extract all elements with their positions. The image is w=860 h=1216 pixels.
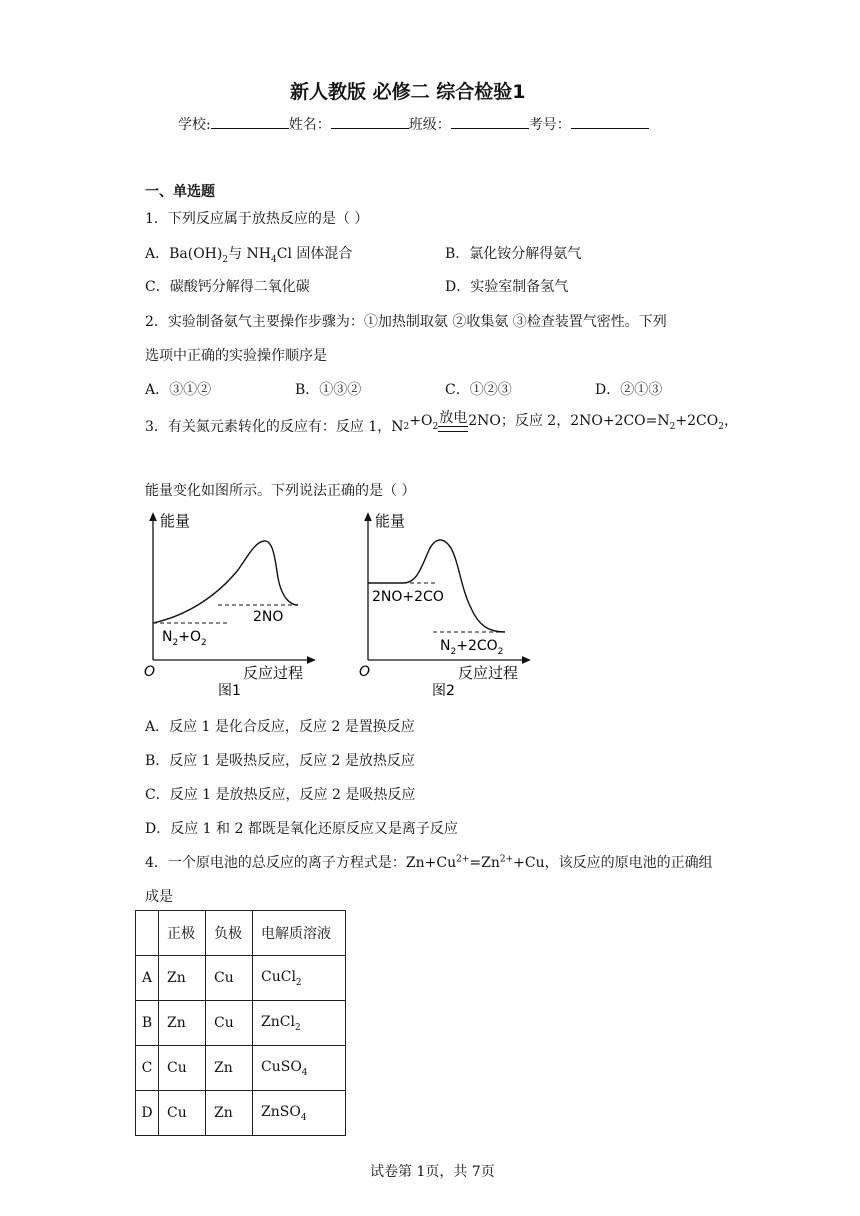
fig2-reactant-label: 2NO+2CO: [372, 589, 444, 605]
exam-no-field[interactable]: [571, 116, 649, 129]
electrolyte-cell: CuSO$_4$: [253, 1046, 346, 1091]
electrolyte-cell: CuCl$_2$: [253, 956, 346, 1001]
positive-electrode-cell: Zn: [159, 1001, 206, 1046]
name-label: 姓名：: [288, 117, 331, 133]
energy-diagram-fig2: [355, 508, 535, 698]
fig2-product-label: $N_2+2CO_2$: [440, 638, 504, 657]
negative-electrode-cell: Zn: [206, 1091, 253, 1136]
reaction-condition-arrow: 放电: [438, 411, 468, 437]
q2-option-c: C．①②③: [445, 382, 512, 398]
origin-label: O: [144, 664, 156, 680]
negative-electrode-cell: Zn: [206, 1046, 253, 1091]
class-field[interactable]: [451, 116, 529, 129]
q2-option-d: D．②①③: [595, 382, 663, 398]
table-header-cell: 电解质溶液: [253, 911, 346, 956]
q2-stem-line2: 选项中正确的实验操作顺序是: [145, 348, 327, 364]
page-title: 新人教版 必修二 综合检验1: [290, 81, 526, 103]
positive-electrode-cell: Cu: [159, 1046, 206, 1091]
q1-option-c: C．碳酸钙分解得二氧化碳: [145, 279, 310, 295]
exam-no-label: 考号：: [528, 117, 571, 133]
option-cell: A: [136, 956, 159, 1001]
q2-stem-line1: 2．实验制备氨气主要操作步骤为：①加热制取氨 ②收集氨 ③检查装置气密性。下列: [145, 314, 667, 330]
fig1-product-label: 2NO: [253, 609, 284, 625]
table-row: [136, 956, 346, 1001]
energy-diagram-fig1: [140, 508, 320, 698]
negative-electrode-cell: Cu: [206, 1001, 253, 1046]
school-label: 学校:: [178, 117, 211, 133]
q3-option-a: A．反应 1 是化合反应，反应 2 是置换反应: [145, 719, 415, 735]
q2-option-a: A．③①②: [145, 382, 212, 398]
option-cell: C: [136, 1046, 159, 1091]
electrolyte-cell: ZnCl$_2$: [253, 1001, 346, 1046]
q3-stem-line2: 能量变化如图所示。下列说法正确的是（ ）: [145, 483, 416, 499]
cell-composition-table: [135, 910, 346, 1136]
q3-option-c: C．反应 1 是放热反应，反应 2 是吸热反应: [145, 787, 416, 803]
y-axis-label: 能量: [375, 512, 406, 530]
q4-stem-line1: 4．一个原电池的总反应的离子方程式是：$Zn+Cu^{2+}=Zn^{2+}+Cu$，该反应的原电池的正确组: [145, 854, 713, 871]
q3-stem-line1: 3．有关氮元素转化的反应有：反应 1，$N_2+O_2$ 放电 2NO；反应 2，$2NO+2CO=N_2+2CO_2$，: [145, 410, 738, 435]
table-row: [136, 1046, 346, 1091]
fig1-reactant-label: $N_2+O_2$: [162, 629, 207, 648]
table-header-row: [136, 911, 346, 956]
q2-option-b: B．①③②: [295, 382, 362, 398]
positive-electrode-cell: Zn: [159, 956, 206, 1001]
energy-curve: [368, 540, 505, 632]
class-label: 班级：: [408, 117, 451, 133]
option-cell: B: [136, 1001, 159, 1046]
q1-option-b: B．氯化铵分解得氨气: [445, 246, 582, 262]
positive-electrode-cell: Cu: [159, 1091, 206, 1136]
school-field[interactable]: [211, 116, 289, 129]
student-info-line: [178, 114, 649, 134]
q1-option-d: D．实验室制备氢气: [445, 279, 569, 295]
table-header-cell: [136, 911, 159, 956]
q1-stem: 1．下列反应属于放热反应的是（ ）: [145, 211, 369, 227]
origin-label: O: [359, 664, 371, 680]
fig1-caption: 图1: [218, 683, 241, 698]
page-footer: 试卷第 1页，共 7页: [370, 1164, 495, 1180]
electrolyte-cell: ZnSO$_4$: [253, 1091, 346, 1136]
table-header-cell: 负极: [206, 911, 253, 956]
q3-option-d: D．反应 1 和 2 都既是氧化还原反应又是离子反应: [145, 821, 458, 837]
table-header-cell: 正极: [159, 911, 206, 956]
table-row: [136, 1091, 346, 1136]
y-axis-label: 能量: [160, 512, 191, 530]
negative-electrode-cell: Cu: [206, 956, 253, 1001]
name-field[interactable]: [331, 116, 409, 129]
x-axis-label: 反应过程: [458, 664, 519, 682]
x-axis-label: 反应过程: [243, 664, 304, 682]
option-cell: D: [136, 1091, 159, 1136]
table-row: [136, 1001, 346, 1046]
fig2-caption: 图2: [432, 683, 455, 698]
q1-option-a: A．$Ba(OH)_2$与 $NH_4Cl$ 固体混合: [145, 246, 353, 265]
q4-stem-line2: 成是: [145, 889, 173, 905]
q3-option-b: B．反应 1 是吸热反应，反应 2 是放热反应: [145, 753, 415, 769]
section-heading: 一、单选题: [145, 184, 215, 200]
